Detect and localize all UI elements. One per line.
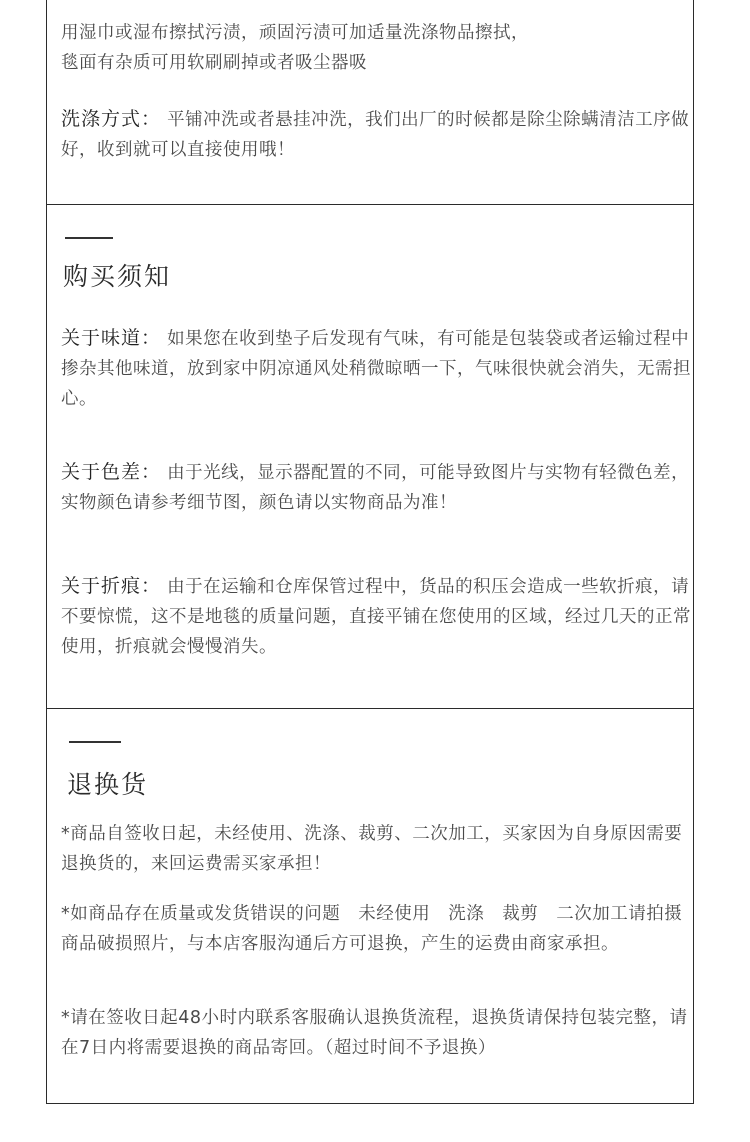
care-text-block [61, 18, 691, 78]
wash-method-text: 平铺冲洗或者悬挂冲洗，我们出厂的时候都是除尘除螨清洁工序做好，收到就可以直接使用哦！ [61, 110, 690, 160]
returns-panel [46, 709, 694, 1104]
crease-paragraph [61, 571, 691, 662]
heading-divider [69, 741, 121, 743]
return-note-2: *如商品存在质量或发货错误的问题 未经使用 洗涤 裁剪 二次加工请拍摄商品破损照片，与本店客服沟通后方可退换，产生的运费由商家承担。 [61, 904, 683, 954]
return-note-1: *商品自签收日起，未经使用、洗涤、裁剪、二次加工，买家因为自身原因需要退换货的，来回运费需买家承担！ [61, 824, 683, 874]
purchase-notice-title: 购买须知 [63, 262, 172, 291]
color-diff-paragraph [61, 457, 691, 518]
return-note-3: *请在签收日起48小时内联系客服确认退换货流程，退换货请保持包装完整，请在7日内将需要退换的商品寄回。（超过时间不予退换） [61, 1008, 688, 1058]
wash-method-paragraph [61, 104, 691, 165]
heading-divider [65, 237, 113, 239]
smell-label: 关于味道： [61, 327, 162, 349]
care-instructions-panel [46, 0, 694, 205]
care-line-2: 毯面有杂质可用软刷刷掉或者吸尘器吸 [61, 53, 367, 73]
purchase-notice-panel [46, 205, 694, 709]
color-diff-label: 关于色差： [61, 461, 162, 483]
color-diff-text: 由于光线，显示器配置的不同，可能导致图片与实物有轻微色差，实物颜色请参考细节图，颜色请以实物商品为准！ [61, 463, 690, 513]
care-line-1: 用湿巾或湿布擦拭污渍，顽固污渍可加适量洗涤物品擦拭， [61, 23, 529, 43]
smell-text: 如果您在收到垫子后发现有气味，有可能是包装袋或者运输过程中掺杂其他味道，放到家中阴凉通风处稍微晾晒一下，气味很快就会消失，无需担心。 [61, 329, 691, 409]
returns-title: 退换货 [67, 770, 149, 799]
smell-paragraph [61, 323, 691, 414]
crease-text: 由于在运输和仓库保管过程中，货品的积压会造成一些软折痕，请不要惊慌，这不是地毯的质量问题，直接平铺在您使用的区域，经过几天的正常使用，折痕就会慢慢消失。 [61, 577, 691, 657]
wash-method-label: 洗涤方式： [61, 108, 162, 130]
crease-label: 关于折痕： [61, 575, 162, 597]
